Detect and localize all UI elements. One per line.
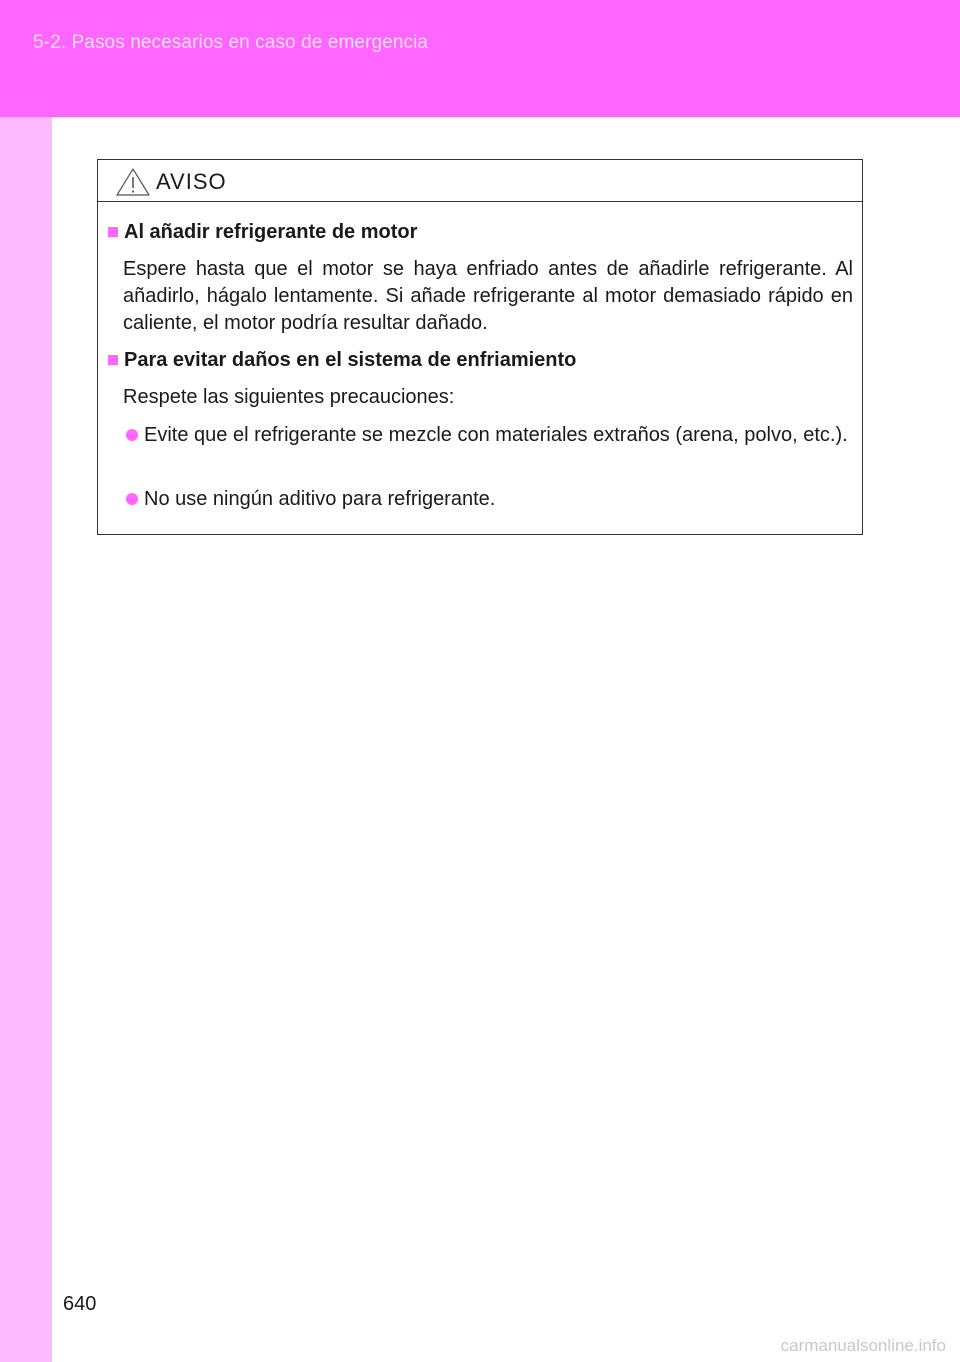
section-paragraph: Respete las siguientes precauciones: xyxy=(123,386,455,408)
section-title: 5-2. Pasos necesarios en caso de emergencia xyxy=(33,32,429,53)
list-item xyxy=(126,486,853,513)
warning-label: AVISO xyxy=(156,169,227,194)
side-band xyxy=(0,117,52,1362)
square-bullet-icon xyxy=(108,227,118,237)
section-heading-text: Para evitar daños en el sistema de enfriamiento xyxy=(124,349,577,371)
list-item-text: No use ningún aditivo para refrigerante. xyxy=(144,488,496,510)
section-heading xyxy=(108,220,417,244)
list-item xyxy=(126,422,853,449)
header-band xyxy=(0,0,960,117)
circle-bullet-icon xyxy=(126,429,138,441)
warning-header xyxy=(98,160,862,202)
square-bullet-icon xyxy=(108,355,118,365)
circle-bullet-icon xyxy=(126,493,138,505)
watermark: carmanualsonline.info xyxy=(780,1336,946,1355)
section-heading xyxy=(108,348,576,372)
section-heading-text: Al añadir refrigerante de motor xyxy=(124,221,418,243)
section-paragraph: Espere hasta que el motor se haya enfriado antes de añadirle refrigerante. Al añadirlo, hágalo lentamente. Si añade refrigerante al motor demasiado rápido en caliente, el motor podría resultar dañado. xyxy=(123,258,853,334)
warning-box xyxy=(97,159,863,535)
list-item-text: Evite que el refrigerante se mezcle con materiales extraños (arena, polvo, etc.). xyxy=(144,424,848,446)
warning-triangle-icon xyxy=(115,167,151,197)
page-number: 640 xyxy=(63,1293,97,1315)
